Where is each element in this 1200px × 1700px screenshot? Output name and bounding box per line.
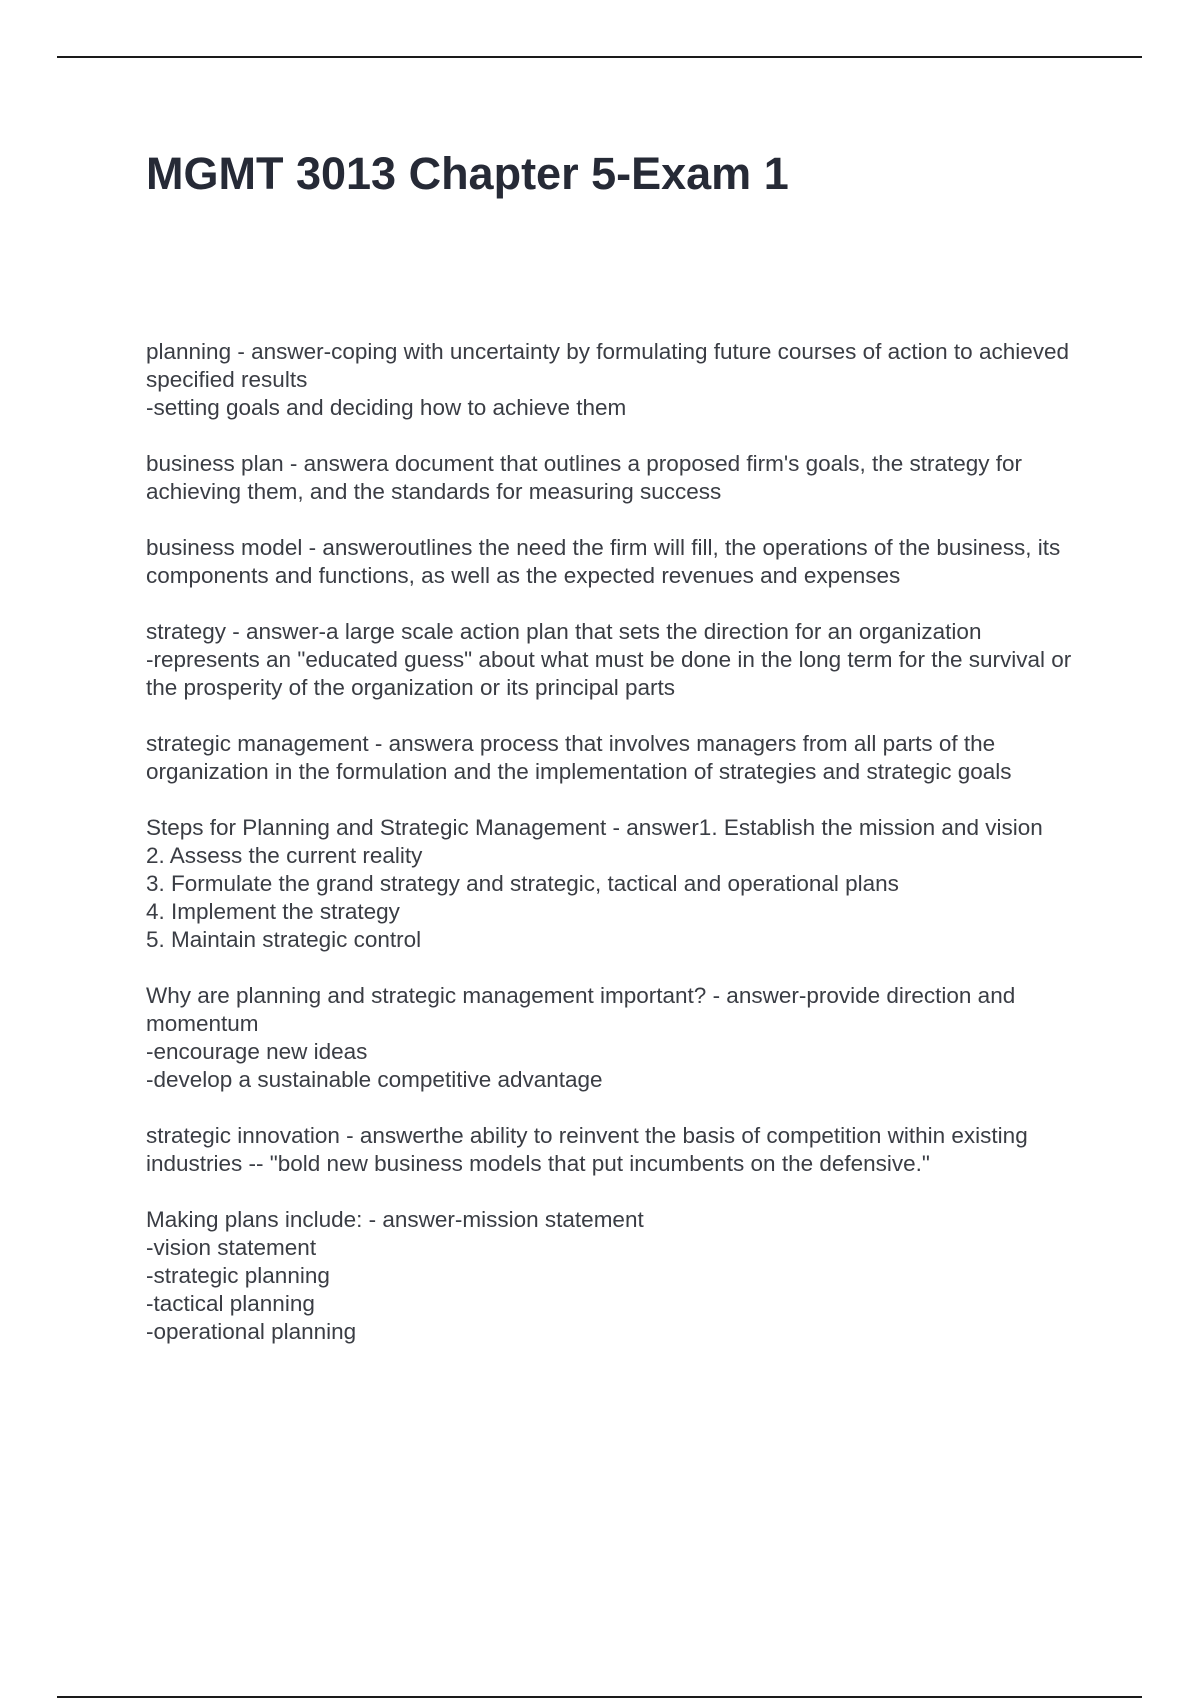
- definition-continuation-line: -strategic planning: [146, 1263, 330, 1288]
- term-definition-line: Why are planning and strategic management important? - answer-provide direction and momentum: [146, 983, 1022, 1036]
- definition-continuation-line: 3. Formulate the grand strategy and strategic, tactical and operational plans: [146, 871, 899, 896]
- flashcard-entry: [146, 730, 1096, 786]
- bottom-rule: [57, 1696, 1142, 1698]
- flashcard-entry: [146, 534, 1096, 590]
- definition-continuation-line: -setting goals and deciding how to achieve them: [146, 395, 627, 420]
- flashcard-entry: [146, 1206, 1096, 1346]
- term-definition-line: strategic management - answera process that involves managers from all parts of the organization in the formulation and the implementation of strategies and strategic goals: [146, 731, 1012, 784]
- definition-continuation-line: -tactical planning: [146, 1291, 315, 1316]
- top-rule: [57, 56, 1142, 58]
- term-definition-line: strategic innovation - answerthe ability to reinvent the basis of competition within existing industries -- "bold new business models that put incumbents on the defensive.": [146, 1123, 1034, 1176]
- term-definition-line: Steps for Planning and Strategic Management - answer1. Establish the mission and vision: [146, 815, 1043, 840]
- flashcard-entry: [146, 982, 1096, 1094]
- term-definition-line: Making plans include: - answer-mission statement: [146, 1207, 644, 1232]
- definition-continuation-line: 2. Assess the current reality: [146, 843, 423, 868]
- flashcard-list: [146, 338, 1096, 1374]
- term-definition-line: planning - answer-coping with uncertainty by formulating future courses of action to achieved specified results: [146, 339, 1076, 392]
- flashcard-entry: [146, 338, 1096, 422]
- flashcard-entry: [146, 450, 1096, 506]
- page-title: MGMT 3013 Chapter 5-Exam 1: [146, 148, 789, 199]
- flashcard-entry: [146, 1122, 1096, 1178]
- definition-continuation-line: 4. Implement the strategy: [146, 899, 400, 924]
- definition-continuation-line: 5. Maintain strategic control: [146, 927, 422, 952]
- term-definition-line: strategy - answer-a large scale action plan that sets the direction for an organization: [146, 619, 982, 644]
- term-definition-line: business model - answeroutlines the need the firm will fill, the operations of the business, its components and functions, as well as the expected revenues and expenses: [146, 535, 1067, 588]
- definition-continuation-line: -develop a sustainable competitive advantage: [146, 1067, 603, 1092]
- definition-continuation-line: -vision statement: [146, 1235, 317, 1260]
- term-definition-line: business plan - answera document that outlines a proposed firm's goals, the strategy for achieving them, and the standards for measuring success: [146, 451, 1029, 504]
- flashcard-entry: [146, 814, 1096, 954]
- definition-continuation-line: -operational planning: [146, 1319, 357, 1344]
- flashcard-entry: [146, 618, 1096, 702]
- definition-continuation-line: -represents an "educated guess" about what must be done in the long term for the survival or the prosperity of the organization or its principal parts: [146, 647, 1078, 700]
- definition-continuation-line: -encourage new ideas: [146, 1039, 368, 1064]
